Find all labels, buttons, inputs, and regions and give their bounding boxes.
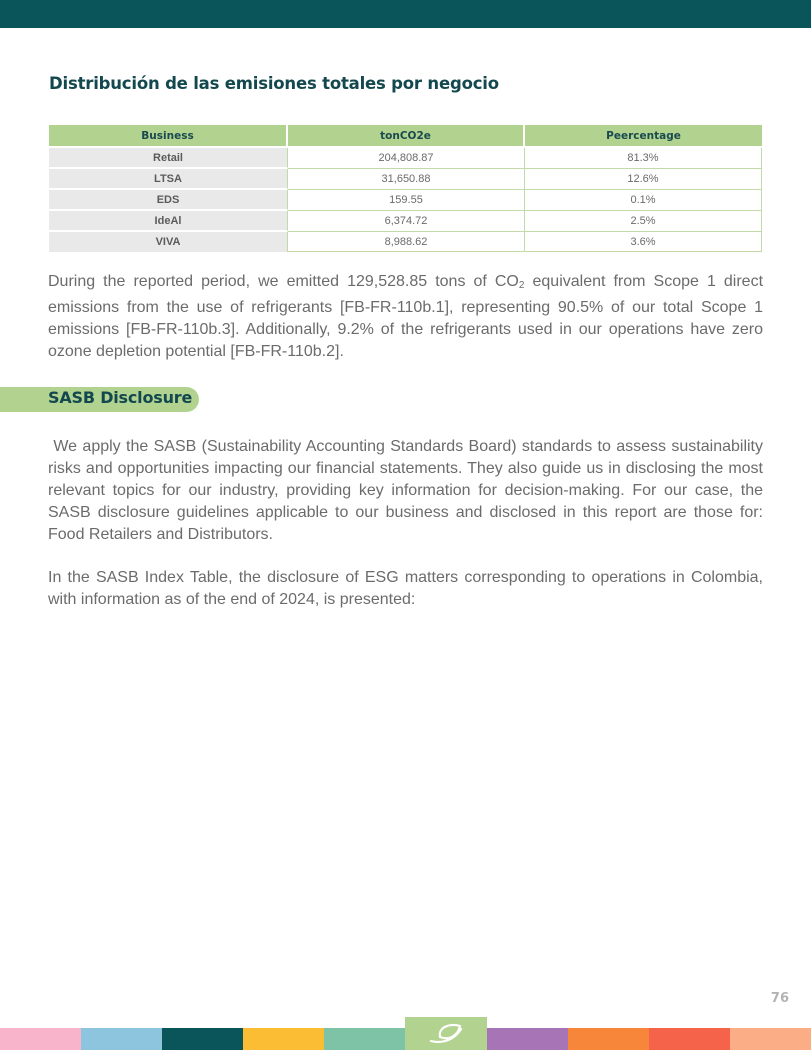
- footer-color-segment: [730, 1028, 811, 1050]
- business-name-cell: Retail: [49, 148, 288, 169]
- emissions-paragraph: [48, 271, 763, 363]
- leaf-icon: [428, 1021, 466, 1047]
- footer-color-segment: [243, 1028, 324, 1050]
- column-header-tonco2e: tonCO2e: [288, 125, 525, 148]
- column-header-percentage: Peercentage: [525, 125, 762, 148]
- table-header-row: [49, 125, 762, 148]
- footer-color-segment: [0, 1028, 81, 1050]
- section-title: Distribución de las emisiones totales por negocio: [49, 74, 499, 93]
- business-name-cell: LTSA: [49, 169, 288, 190]
- co2-subscript: 2: [518, 280, 525, 291]
- sasb-paragraph: We apply the SASB (Sustainability Accounting Standards Board) standards to assess sustainability risks and opportunities impacting our financial statements. They also guide us in disclosing the most relevant topics for our industry, providing key information for decision-making. For our case, the SASB disclosure guidelines applicable to our business and disclosed in this report are those for: Food Retailers and Distributors.: [48, 438, 768, 543]
- footer-color-segment: [324, 1028, 405, 1050]
- table-row: [49, 169, 762, 190]
- emissions-paragraph-end: equivalent from Scope 1 direct emissions from the use of refrigerants [FB-FR-110b.1], representing 90.5% of our total Scope 1 emissions [FB-FR-110b.3]. Additionally, 9.2% of the refrigerants used in our operations have zero ozone depletion potential [FB-FR-110b.2].: [48, 273, 764, 360]
- emissions-paragraph-start: During the reported period, we emitted 129,528.85 tons of CO: [48, 273, 519, 290]
- top-banner: [0, 0, 811, 28]
- business-name-cell: EDS: [49, 190, 288, 211]
- percentage-cell: 81.3%: [525, 148, 762, 169]
- percentage-cell: 3.6%: [525, 232, 762, 252]
- percentage-cell: 12.6%: [525, 169, 762, 190]
- table-row: [49, 148, 762, 169]
- emissions-table: [49, 125, 762, 252]
- tonco2e-cell: 8,988.62: [288, 232, 525, 252]
- sasb-index-paragraph: In the SASB Index Table, the disclosure of ESG matters corresponding to operations in Colombia, with information as of the end of 2024, is presented:: [48, 569, 763, 608]
- percentage-cell: 2.5%: [525, 211, 762, 232]
- business-name-cell: VIVA: [49, 232, 288, 252]
- footer-leaf-tab: [405, 1017, 487, 1050]
- table-row: [49, 211, 762, 232]
- footer-color-segment: [568, 1028, 649, 1050]
- column-header-business: Business: [49, 125, 288, 148]
- page-number: 76: [770, 991, 789, 1006]
- footer-color-segment: [649, 1028, 730, 1050]
- tonco2e-cell: 159.55: [288, 190, 525, 211]
- table-row: [49, 232, 762, 252]
- tonco2e-cell: 204,808.87: [288, 148, 525, 169]
- tonco2e-cell: 6,374.72: [288, 211, 525, 232]
- footer-color-segment: [162, 1028, 243, 1050]
- sasb-disclosure-label: SASB Disclosure: [48, 388, 193, 407]
- footer-color-segment: [81, 1028, 162, 1050]
- business-name-cell: IdeAl: [49, 211, 288, 232]
- footer-color-segment: [487, 1028, 568, 1050]
- tonco2e-cell: 31,650.88: [288, 169, 525, 190]
- sasb-disclosure-heading: [0, 387, 199, 412]
- table-row: [49, 190, 762, 211]
- percentage-cell: 0.1%: [525, 190, 762, 211]
